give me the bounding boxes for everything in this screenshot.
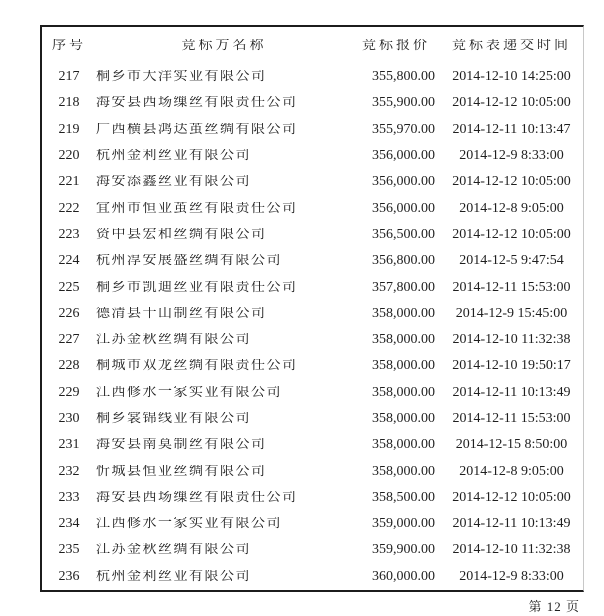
cell-bidder-name: 广西横县鸿达茧丝绸有限公司 [96,122,298,137]
cell-submit-time: 2014-12-10 11:32:38 [452,333,571,348]
cell-submit-time: 2014-12-9 15:45:00 [455,306,568,321]
cell-submit-time: 2014-12-5 9:47:54 [459,254,564,269]
table-row [42,485,583,511]
cell-submit-time: 2014-12-12 10:05:00 [452,96,571,111]
cell-serial: 231 [58,438,80,453]
cell-bidder-name: 江苏金秋丝绸有限公司 [96,543,251,558]
cell-submit-time: 2014-12-10 14:25:00 [452,70,571,85]
cell-bidder-name: 江西修水一家实业有限公司 [96,385,282,400]
cell-serial: 232 [58,464,80,479]
page-number: 第 12 页 [528,599,580,614]
cell-serial: 235 [58,543,80,558]
cell-bidder-name: 海安添鑫丝业有限公司 [96,175,251,190]
cell-submit-time: 2014-12-11 10:13:49 [452,517,571,532]
cell-bidder-name: 资中县宏和丝绸有限公司 [96,227,267,242]
cell-bidder-name: 海安县西场缫丝有限责任公司 [96,96,298,111]
cell-bid-price: 359,000.00 [372,517,435,532]
table-row [42,432,583,458]
cell-serial: 220 [58,149,80,164]
cell-bid-price: 355,970.00 [372,122,435,137]
cell-bidder-name: 桐城市双龙丝绸有限责任公司 [96,359,298,374]
table-row [42,564,583,590]
table-row [42,301,583,327]
table-row [42,169,583,195]
column-header-bid-price: 竞标报价 [362,38,430,53]
cell-serial: 236 [58,569,80,584]
cell-bid-price: 356,800.00 [372,254,435,269]
cell-bidder-name: 海安县西场缫丝有限责任公司 [96,490,298,505]
table-row [42,537,583,563]
cell-submit-time: 2014-12-10 19:50:17 [452,359,571,374]
table-row [42,195,583,221]
cell-submit-time: 2014-12-9 8:33:00 [459,149,564,164]
cell-bidder-name: 江西修水一家实业有限公司 [96,517,282,532]
cell-bidder-name: 德清县干山制丝有限公司 [96,306,267,321]
cell-bidder-name: 桐乡市大洋实业有限公司 [96,70,267,85]
cell-bid-price: 358,000.00 [372,306,435,321]
cell-bidder-name: 桐乡市凯迪丝业有限责任公司 [96,280,298,295]
column-header-bidder-name: 竞标方名称 [181,38,267,53]
table-row [42,406,583,432]
cell-bidder-name: 杭州金利丝业有限公司 [96,569,251,584]
cell-bid-price: 360,000.00 [372,569,435,584]
cell-serial: 226 [58,306,80,321]
table-row [42,274,583,300]
column-header-submit-time: 竞标表递交时间 [452,38,571,53]
cell-serial: 223 [58,227,80,242]
cell-submit-time: 2014-12-15 8:50:00 [455,438,568,453]
cell-bidder-name: 江苏金秋丝绸有限公司 [96,333,251,348]
cell-submit-time: 2014-12-12 10:05:00 [452,227,571,242]
table-row [42,143,583,169]
table-row [42,511,583,537]
cell-bid-price: 359,900.00 [372,543,435,558]
cell-bid-price: 356,000.00 [372,175,435,190]
cell-bid-price: 357,800.00 [372,280,435,295]
cell-submit-time: 2014-12-8 9:05:00 [459,201,564,216]
cell-bidder-name: 杭州金利丝业有限公司 [96,149,251,164]
table-row [42,222,583,248]
cell-submit-time: 2014-12-9 8:33:00 [459,569,564,584]
cell-submit-time: 2014-12-10 11:32:38 [452,543,571,558]
cell-bid-price: 358,000.00 [372,438,435,453]
bid-table [40,25,584,592]
table-row [42,248,583,274]
cell-bidder-name: 海安县南莫制丝有限公司 [96,438,267,453]
table-row [42,64,583,90]
cell-serial: 229 [58,385,80,400]
cell-bidder-name: 忻城县恒业丝绸有限公司 [96,464,267,479]
cell-bid-price: 358,000.00 [372,464,435,479]
cell-bid-price: 358,000.00 [372,333,435,348]
cell-serial: 230 [58,412,80,426]
cell-serial: 224 [58,254,80,269]
cell-serial: 217 [58,70,80,85]
table-row [42,327,583,353]
table-row [42,458,583,484]
cell-submit-time: 2014-12-8 9:05:00 [459,464,564,479]
cell-serial: 228 [58,359,80,374]
cell-serial: 234 [58,517,80,532]
cell-serial: 233 [58,490,80,505]
cell-submit-time: 2014-12-12 10:05:00 [452,490,571,505]
cell-bid-price: 355,800.00 [372,70,435,85]
cell-serial: 219 [58,122,80,137]
cell-bidder-name: 桐乡裳锦线业有限公司 [96,412,251,426]
table-row [42,117,583,143]
cell-submit-time: 2014-12-11 10:13:49 [452,385,571,400]
cell-serial: 218 [58,96,80,111]
cell-bid-price: 356,000.00 [372,149,435,164]
cell-serial: 222 [58,201,80,216]
column-header-serial: 序号 [52,38,86,53]
cell-submit-time: 2014-12-11 15:53:00 [452,280,571,295]
cell-bid-price: 358,000.00 [372,359,435,374]
cell-serial: 225 [58,280,80,295]
cell-submit-time: 2014-12-11 15:53:00 [452,412,571,426]
cell-submit-time: 2014-12-12 10:05:00 [452,175,571,190]
cell-bidder-name: 杭州淳安展盛丝绸有限公司 [96,254,282,269]
cell-bid-price: 356,500.00 [372,227,435,242]
cell-submit-time: 2014-12-11 10:13:47 [452,122,571,137]
cell-bid-price: 358,000.00 [372,412,435,426]
cell-bid-price: 358,000.00 [372,385,435,400]
table-row [42,353,583,379]
table-row [42,90,583,116]
table-body [42,64,583,590]
cell-bid-price: 355,900.00 [372,96,435,111]
cell-bidder-name: 宜州市恒业茧丝有限责任公司 [96,201,298,216]
cell-serial: 227 [58,333,80,348]
cell-bid-price: 358,500.00 [372,490,435,505]
cell-bid-price: 356,000.00 [372,201,435,216]
table-row [42,380,583,406]
cell-serial: 221 [58,175,80,190]
table-header-row [42,27,583,64]
